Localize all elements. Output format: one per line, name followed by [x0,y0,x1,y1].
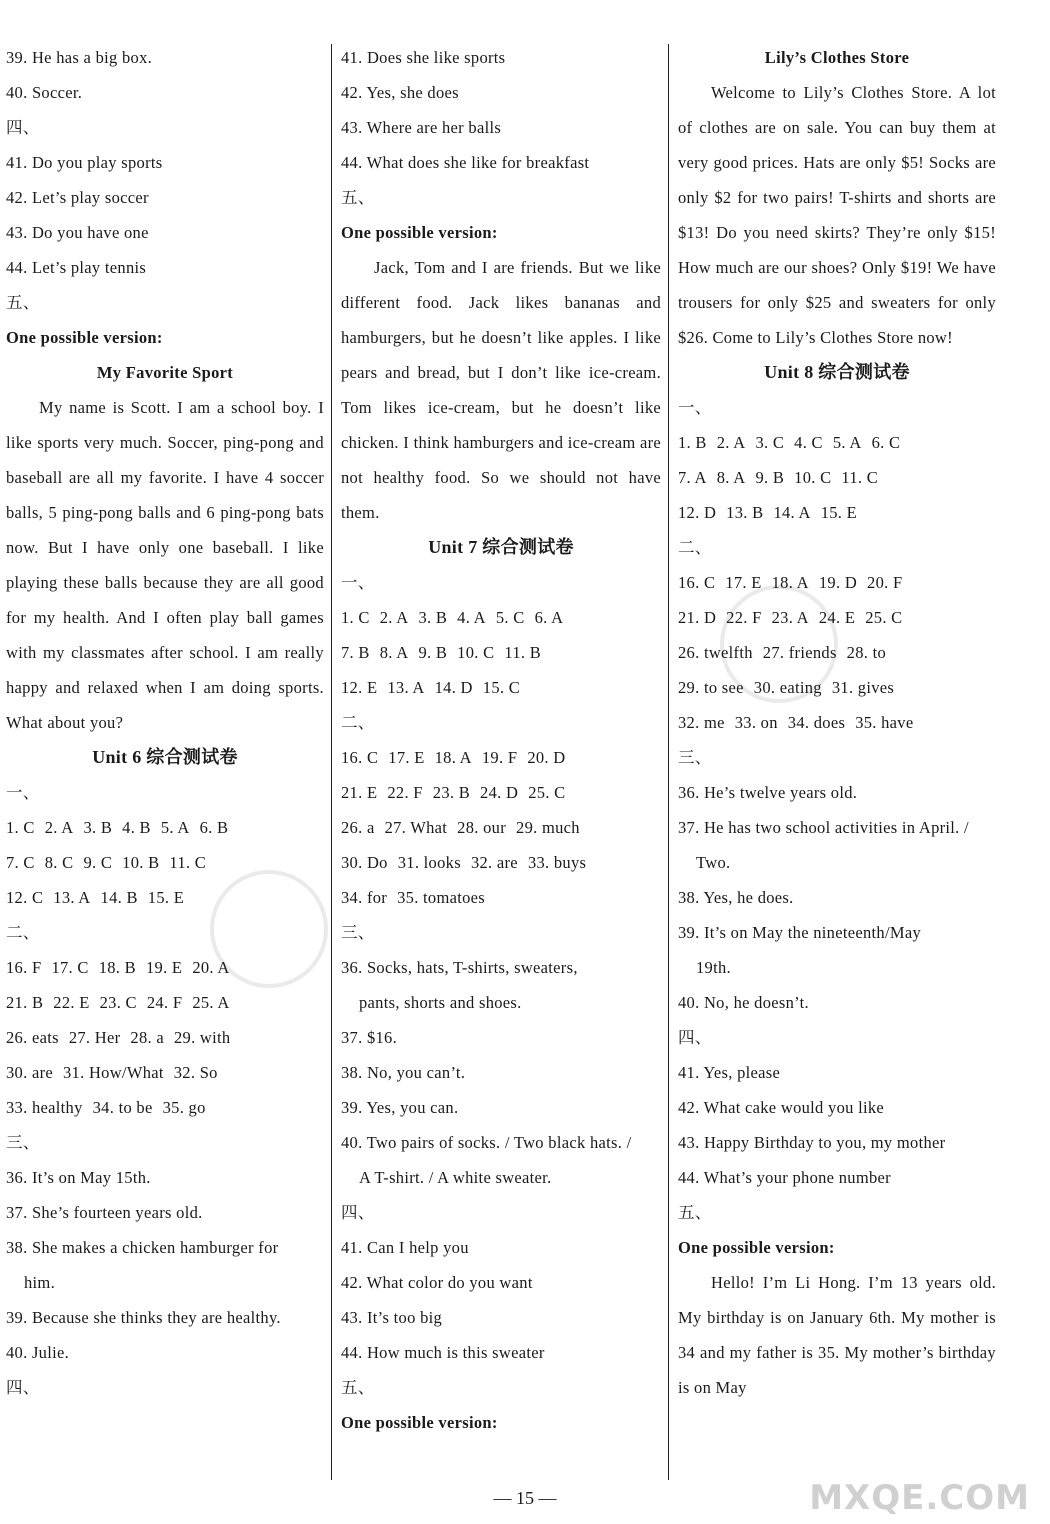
answer-column-3 [678,40,996,1405]
answer-line: 40. Julie. [6,1343,70,1362]
answer-item: 20. A [192,958,230,977]
section-marker: 五、 [341,1378,375,1397]
answer-item: 35. tomatoes [397,888,486,907]
answer-row [341,670,661,705]
answer-item: 4. B [122,818,151,837]
answer-item: 15. E [820,503,858,522]
answer-row [341,775,661,810]
answer-line: 37. She’s fourteen years old. [6,1203,203,1222]
answer-item: 5. C [495,608,525,627]
answer-row [341,880,661,915]
answer-item: 19. E [145,958,183,977]
answer-column-1 [6,40,324,1405]
section-marker: 一、 [341,573,375,592]
answer-item: 8. C [44,853,74,872]
section-marker: 三、 [341,923,375,942]
answer-item: 26. eats [6,1028,59,1047]
answer-item: 14. A [773,503,811,522]
section-marker: 一、 [6,783,40,802]
column-divider-2 [668,44,669,1480]
answer-item: 33. on [734,713,778,732]
answer-item: 4. A [457,608,486,627]
site-watermark: MXQE.COM [809,1478,1030,1518]
essay-paragraph: Hello! I’m Li Hong. I’m 13 years old. My birthday is on January 6th. My mother is 34 and my father is 35. My mother’s birthday is on May [678,1273,996,1397]
answer-item: 23. C [99,993,137,1012]
answer-item: 13. B [726,503,764,522]
essay-paragraph: My name is Scott. I am a school boy. I like sports very much. Soccer, ping-pong and baseball are all my favorite. I have 4 soccer balls, 5 ping-pong balls and 6 ping-pong bats now. But I have only one baseball. I like playing these balls because they are all good for my health. And I often play ball games with my classmates after school. I am really happy and relaxed when I am doing sports. What about you? [6,398,324,732]
answer-line: Two. [696,853,731,872]
answer-item: 32. me [678,713,725,732]
essay-title: My Favorite Sport [96,363,234,382]
answer-row [341,810,661,845]
answer-line: 41. Do you play sports [6,153,163,172]
answer-row [678,600,996,635]
unit-title: Unit 8 综合测试卷 [764,362,910,382]
answer-item: 18. A [771,573,809,592]
answer-item: 9. C [83,853,113,872]
section-marker: 四、 [6,118,40,137]
answer-item: 7. B [341,643,370,662]
version-label: One possible version: [6,328,163,347]
answer-line: 44. How much is this sweater [341,1343,545,1362]
answer-row [678,495,996,530]
answer-row [6,845,324,880]
answer-item: 23. B [432,783,471,802]
answer-item: 2. A [44,818,74,837]
section-marker: 一、 [678,398,712,417]
answer-line: 38. No, you can’t. [341,1063,466,1082]
answer-item: 5. A [832,433,862,452]
answer-item: 17. E [388,748,425,767]
answer-line: 39. He has a big box. [6,48,153,67]
section-marker: 五、 [341,188,375,207]
version-label: One possible version: [678,1238,835,1257]
answer-item: 27. What [384,818,448,837]
answer-line: 44. Let’s play tennis [6,258,147,277]
version-label: One possible version: [341,223,498,242]
answer-row [6,1090,324,1125]
answer-row [341,740,661,775]
answer-item: 30. eating [753,678,822,697]
answer-item: 21. E [341,783,378,802]
section-marker: 四、 [6,1378,40,1397]
answer-item: 21. D [678,608,717,627]
section-marker: 三、 [6,1133,40,1152]
answer-item: 16. C [678,573,716,592]
answer-item: 24. E [818,608,856,627]
answer-item: 33. healthy [6,1098,83,1117]
answer-item: 21. B [6,993,44,1012]
answer-line: 42. Let’s play soccer [6,188,149,207]
answer-item: 34. for [341,888,388,907]
answer-row [341,600,661,635]
section-marker: 三、 [678,748,712,767]
answer-item: 5. A [160,818,190,837]
answer-row [341,635,661,670]
answer-item: 10. B [122,853,160,872]
answer-line: 43. Do you have one [6,223,149,242]
answer-item: 15. E [147,888,185,907]
answer-item: 9. B [418,643,448,662]
answer-item: 22. F [387,783,423,802]
answer-item: 24. F [146,993,183,1012]
answer-row [6,1055,324,1090]
answer-line: 42. Yes, she does [341,83,459,102]
answer-line: A T-shirt. / A white sweater. [359,1168,552,1187]
answer-row [341,845,661,880]
section-marker: 四、 [678,1028,712,1047]
answer-item: 34. does [787,713,846,732]
answer-item: 29. with [173,1028,231,1047]
answer-item: 7. A [678,468,707,487]
version-label: One possible version: [341,1413,498,1432]
answer-item: 3. B [418,608,448,627]
answer-line: 40. Two pairs of socks. / Two black hats. / [341,1133,632,1152]
answer-item: 10. C [457,643,495,662]
answer-line: pants, shorts and shoes. [359,993,522,1012]
answer-item: 10. C [794,468,832,487]
answer-line: 39. Yes, you can. [341,1098,459,1117]
unit-title: Unit 7 综合测试卷 [428,537,574,557]
answer-item: 25. A [192,993,230,1012]
answer-item: 32. So [173,1063,218,1082]
answer-item: 28. to [846,643,887,662]
answer-item: 29. to see [678,678,744,697]
section-marker: 五、 [6,293,40,312]
section-marker: 二、 [6,923,40,942]
answer-item: 14. D [434,678,473,697]
answer-item: 29. much [516,818,580,837]
answer-item: 25. C [528,783,566,802]
answer-item: 12. D [678,503,717,522]
answer-line: 44. What does she like for breakfast [341,153,590,172]
answer-item: 7. C [6,853,35,872]
essay-paragraph: Jack, Tom and I are friends. But we like different food. Jack likes bananas and hamburgers, but he doesn’t like apples. I like pears and bread, but I don’t like ice-cream. Tom likes ice-cream, but he doesn’t like chicken. I think hamburgers and ice-cream are not healthy food. So we should not have them. [341,258,661,522]
answer-item: 13. A [53,888,91,907]
answer-line: 42. What cake would you like [678,1098,885,1117]
answer-row [6,880,324,915]
answer-item: 4. C [794,433,823,452]
answer-item: 31. gives [831,678,895,697]
answer-item: 11. B [504,643,542,662]
answer-line: 36. He’s twelve years old. [678,783,858,802]
unit-title: Unit 6 综合测试卷 [92,747,238,767]
answer-line: 39. It’s on May the nineteenth/May [678,923,921,942]
answer-row [678,460,996,495]
answer-item: 15. C [482,678,521,697]
answer-row [678,670,996,705]
answer-item: 9. B [755,468,785,487]
answer-line: 42. What color do you want [341,1273,533,1292]
answer-row [678,635,996,670]
answer-item: 6. B [199,818,229,837]
answer-item: 19. F [481,748,518,767]
answer-item: 8. A [379,643,409,662]
answer-item: 31. looks [397,853,461,872]
answer-line: 43. Happy Birthday to you, my mother [678,1133,946,1152]
answer-line: him. [24,1273,55,1292]
answer-line: 43. Where are her balls [341,118,502,137]
answer-item: 11. C [169,853,207,872]
answer-line: 37. He has two school activities in April. / [678,818,969,837]
answer-item: 16. F [6,958,42,977]
answer-line: 43. It’s too big [341,1308,443,1327]
answer-item: 28. a [130,1028,164,1047]
answer-column-2 [341,40,661,1440]
answer-item: 2. A [716,433,746,452]
answer-line: 41. Yes, please [678,1063,781,1082]
answer-line: 36. Socks, hats, T-shirts, sweaters, [341,958,578,977]
answer-item: 32. are [470,853,518,872]
answer-item: 3. B [83,818,113,837]
answer-item: 30. are [6,1063,53,1082]
answer-item: 20. F [867,573,903,592]
answer-item: 27. Her [68,1028,121,1047]
answer-item: 23. A [771,608,809,627]
answer-item: 6. C [871,433,901,452]
answer-row [678,565,996,600]
section-marker: 四、 [341,1203,375,1222]
answer-item: 1. C [6,818,35,837]
answer-item: 12. C [6,888,44,907]
essay-title: Lily’s Clothes Store [764,48,910,67]
answer-item: 16. C [341,748,379,767]
answer-line: 38. Yes, he does. [678,888,794,907]
answer-line: 39. Because she thinks they are healthy. [6,1308,281,1327]
answer-item: 31. How/What [63,1063,164,1082]
section-marker: 二、 [678,538,712,557]
answer-item: 33. buys [527,853,587,872]
section-marker: 二、 [341,713,375,732]
answer-row [6,810,324,845]
answer-item: 17. C [51,958,89,977]
page-number: — 15 — [493,1488,557,1508]
answer-item: 27. friends [762,643,837,662]
answer-item: 17. E [725,573,762,592]
section-marker: 五、 [678,1203,712,1222]
answer-item: 26. a [341,818,375,837]
answer-line: 19th. [696,958,731,977]
answer-item: 35. go [162,1098,206,1117]
answer-item: 34. to be [92,1098,153,1117]
answer-item: 8. A [716,468,746,487]
answer-line: 36. It’s on May 15th. [6,1168,151,1187]
answer-item: 18. A [434,748,472,767]
answer-line: 40. Soccer. [6,83,83,102]
answer-item: 2. A [379,608,409,627]
answer-row [6,950,324,985]
answer-item: 28. our [457,818,507,837]
answer-line: 44. What’s your phone number [678,1168,891,1187]
answer-line: 40. No, he doesn’t. [678,993,809,1012]
answer-row [6,1020,324,1055]
answer-item: 1. B [678,433,707,452]
answer-item: 14. B [100,888,138,907]
answer-item: 1. C [341,608,370,627]
column-divider-1 [331,44,332,1480]
answer-line: 41. Can I help you [341,1238,469,1257]
answer-item: 18. B [98,958,136,977]
answer-item: 19. D [818,573,858,592]
answer-row [678,425,996,460]
answer-item: 11. C [841,468,879,487]
answer-line: 41. Does she like sports [341,48,506,67]
answer-item: 30. Do [341,853,388,872]
answer-row [678,705,996,740]
answer-item: 20. D [527,748,566,767]
essay-paragraph: Welcome to Lily’s Clothes Store. A lot of clothes are on sale. You can buy them at very good prices. Hats are only $5! Socks are only $2 for two pairs! T-shirts and shorts are $13! Do you need skirts? They’re only $15! How much are our shoes? Only $19! We have trousers for only $25 and sweaters for only $26. Come to Lily’s Clothes Store now! [678,83,996,347]
answer-item: 35. have [855,713,914,732]
answer-line: 37. $16. [341,1028,398,1047]
answer-item: 6. A [534,608,564,627]
answer-item: 24. D [480,783,519,802]
answer-item: 12. E [341,678,378,697]
answer-item: 3. C [755,433,785,452]
answer-item: 22. E [53,993,90,1012]
answer-item: 26. twelfth [678,643,753,662]
answer-item: 22. F [726,608,762,627]
answer-row [6,985,324,1020]
answer-item: 25. C [865,608,903,627]
answer-line: 38. She makes a chicken hamburger for [6,1238,279,1257]
answer-item: 13. A [387,678,425,697]
